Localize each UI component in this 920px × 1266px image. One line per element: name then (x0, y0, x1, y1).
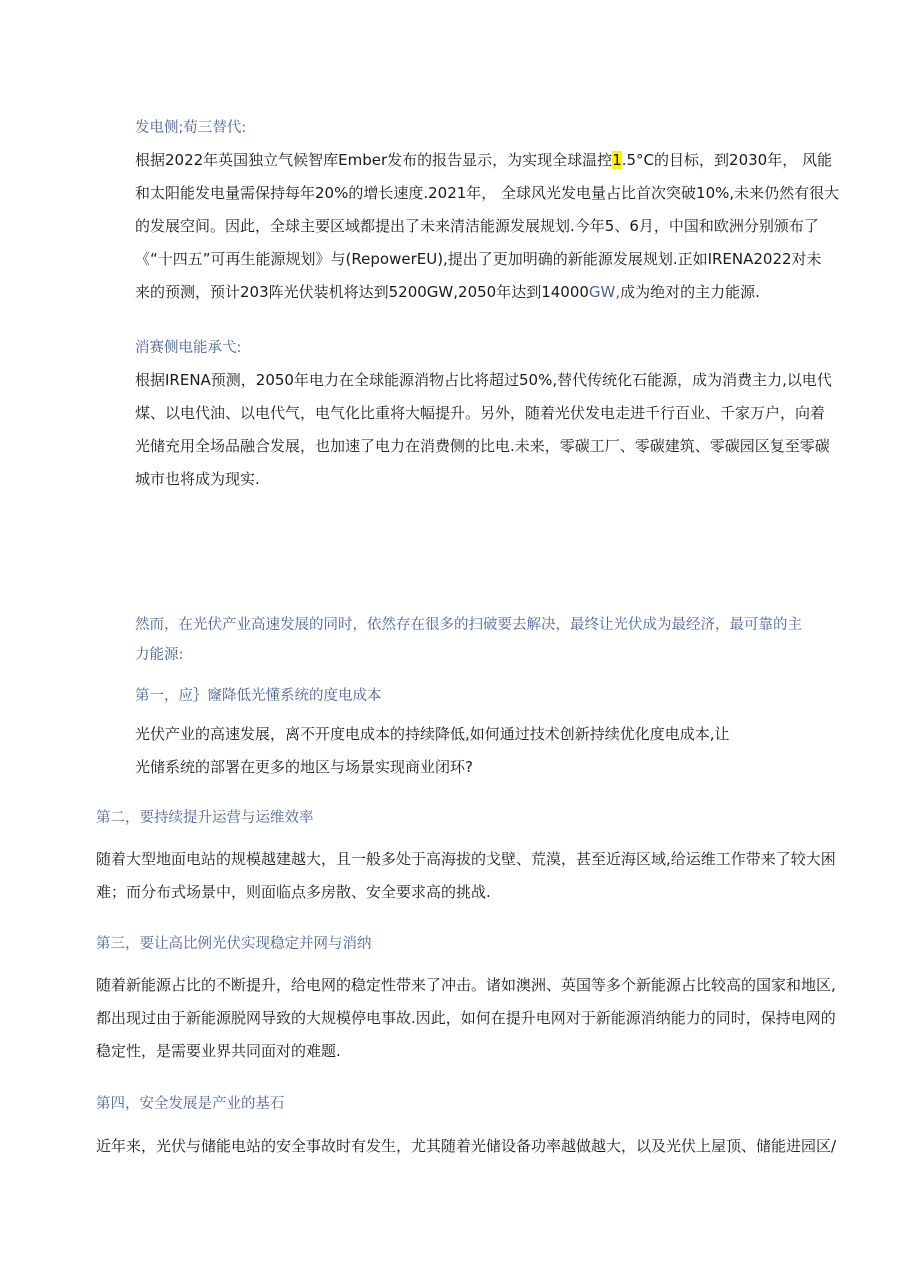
fourth-heading: 第四，安全发展是产业的基石 (96, 1096, 285, 1112)
generation-side-heading: 发电侧;荀三替代: (135, 120, 247, 136)
paragraph-line: 《“十四五”可再生能源规划》与(RepowerEU),提出了更加明确的新能源发展规划.正如IRENA2022对未 (135, 250, 822, 268)
paragraph-line: 随着新能源占比的不断提升，给电网的稳定性带来了冲击。诸如澳洲、英国等多个新能源占比较高的国家和地区, (96, 976, 836, 994)
paragraph-line: 随着大型地面电站的规模越建越大，且一般多处于高海拔的戈壁、荒漠，甚至近海区域,给运维工作带来了较大困 (96, 850, 836, 868)
paragraph-line: 难；而分布式场景中，则面临点多房散、安全要求高的挑战. (96, 883, 491, 901)
paragraph-line: 的发展空间。因此，全球主要区域都提出了未来清洁能源发展规划.今年5、6月，中国和欧洲分别颁布了 (135, 217, 819, 235)
second-paragraph (96, 843, 836, 909)
consumption-side-paragraph (135, 364, 832, 496)
first-paragraph (135, 718, 730, 784)
intro-line: 力能源: (135, 647, 184, 663)
paragraph-line: 近年来，光伏与储能电站的安全事故时有发生，尤其随着光储设备功率越做越大，以及光伏上屋顶、储能进园区/ (96, 1137, 837, 1155)
paragraph-line: 根据IRENA预测，2050年电力在全球能源消物占比将超过50%,替代传统化石能源，成为消费主力,以电代 (135, 371, 832, 389)
generation-side-paragraph (135, 144, 839, 309)
highlighted-text: 1 (612, 151, 622, 169)
third-paragraph (96, 969, 836, 1068)
first-heading: 第一，应｝窿降低光懂系统的度电成本 (135, 688, 382, 704)
paragraph-line: 根据2022年英国独立气候智库Ember发布的报告显示，为实现全球温控1.5°C的目标，到2030年， 风能 (135, 151, 832, 169)
challenges-intro (135, 610, 802, 670)
second-heading: 第二，要持续提升运营与运维效率 (96, 810, 314, 826)
paragraph-line: 稳定性，是需要业界共同面对的难题. (96, 1042, 341, 1060)
paragraph-line: 光储系统的部署在更多的地区与场景实现商业闭环? (135, 758, 473, 776)
paragraph-line: 来的预测，预计203阵光伏装机将达到5200GW,2050年达到14000GW,成为绝对的主力能源. (135, 283, 760, 301)
fourth-paragraph (96, 1130, 836, 1163)
blue-text: GW, (588, 283, 621, 301)
paragraph-line: 和太阳能发电量需保持每年20%的增长速度.2021年， 全球风光发电量占比首次突破10%,未来仍然有很大 (135, 184, 840, 202)
consumption-side-heading: 消赛侧电能承弋: (135, 340, 242, 356)
third-heading: 第三，要让高比例光伏实现稳定并网与消纳 (96, 936, 372, 952)
paragraph-line: 煤、以电代油、以电代气，电气化比重将大幅提升。另外，随着光伏发电走进千行百业、千家万户，向着 (135, 404, 826, 422)
paragraph-line: 光储充用全场品融合发展，也加速了电力在消费侧的比电.未来，零碳工厂、零碳建筑、零碳园区复至零碳 (135, 437, 830, 455)
intro-line: 然而，在光伏产业高速发展的同时，依然存在很多的扫破要去解决，最终让光伏成为最经济，最可靠的主 (135, 617, 802, 633)
paragraph-line: 都出现过由于新能源脱网导致的大规模停电事故.因此，如何在提升电网对于新能源消纳能力的同时，保持电网的 (96, 1009, 836, 1027)
paragraph-line: 城市也将成为现实. (135, 470, 260, 488)
paragraph-line: 光伏产业的高速发展，离不开度电成本的持续降低,如何通过技术创新持续优化度电成本,让 (135, 725, 730, 743)
